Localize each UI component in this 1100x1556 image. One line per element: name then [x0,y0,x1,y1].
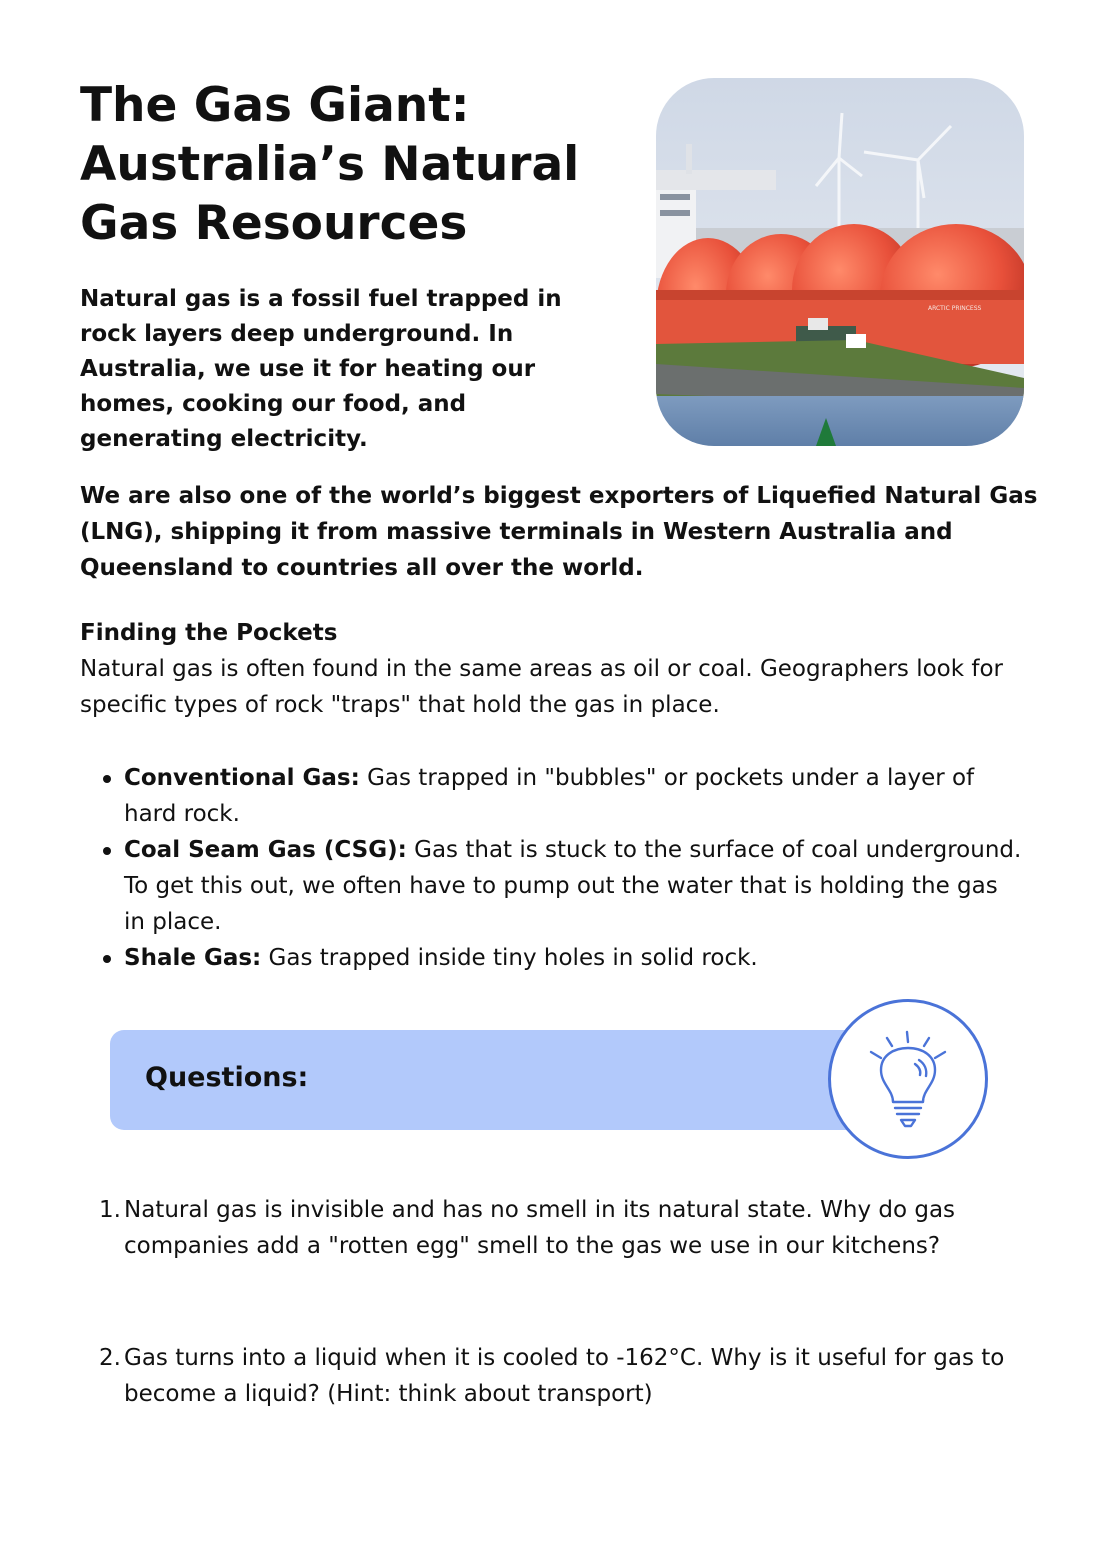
question-text: Natural gas is invisible and has no smell in its natural state. Why do gas companies add a "rotten egg" smell to the gas we use in our kitchens? [124,1197,956,1259]
question-item [99,1340,1024,1412]
page-title: The Gas Giant: Australia’s Natural Gas Resources [80,78,580,251]
section-heading: Finding the Pockets [80,620,338,646]
question-number: 2. [99,1345,121,1371]
list-item [124,832,1024,940]
list-item [124,940,1024,976]
question-item [99,1192,1024,1264]
section-body: Natural gas is often found in the same areas as oil or coal. Geographers look for specific types of rock "traps" that hold the gas in place. [80,656,1004,718]
question-text: Gas turns into a liquid when it is cooled to -162°C. Why is it useful for gas to become a liquid? (Hint: think about transport) [124,1345,1005,1407]
list-item-term: Conventional Gas: [124,765,360,791]
lng-tanker-photo [656,78,1024,446]
list-item-term: Shale Gas: [124,945,262,971]
questions-list [99,1192,1024,1412]
lightbulb-badge [828,999,988,1159]
intro-paragraph: Natural gas is a fossil fuel trapped in rock layers deep underground. In Australia, we use it for heating our homes, cooking our food, and generating electricity. [80,286,562,452]
gas-types-list [124,760,1024,976]
ship-name-text: ARCTIC PRINCESS [928,305,982,312]
list-item-text: Gas trapped inside tiny holes in solid rock. [261,945,758,971]
list-item-term: Coal Seam Gas (CSG): [124,837,407,863]
question-number: 1. [99,1197,121,1223]
list-item-text: Gas trapped in "bubbles" or pockets under a layer of hard rock. [124,765,975,827]
questions-label: Questions: [145,1062,309,1093]
list-item-text: Gas that is stuck to the surface of coal underground. To get this out, we often have to pump out the water that is holding the gas in place. [124,837,1022,935]
lightbulb-icon [831,1002,985,1156]
export-paragraph: We are also one of the world’s biggest exporters of Liquefied Natural Gas (LNG), shipping it from massive terminals in Western Australia and Queensland to countries all over the world. [80,483,1038,581]
list-item [124,760,1024,832]
